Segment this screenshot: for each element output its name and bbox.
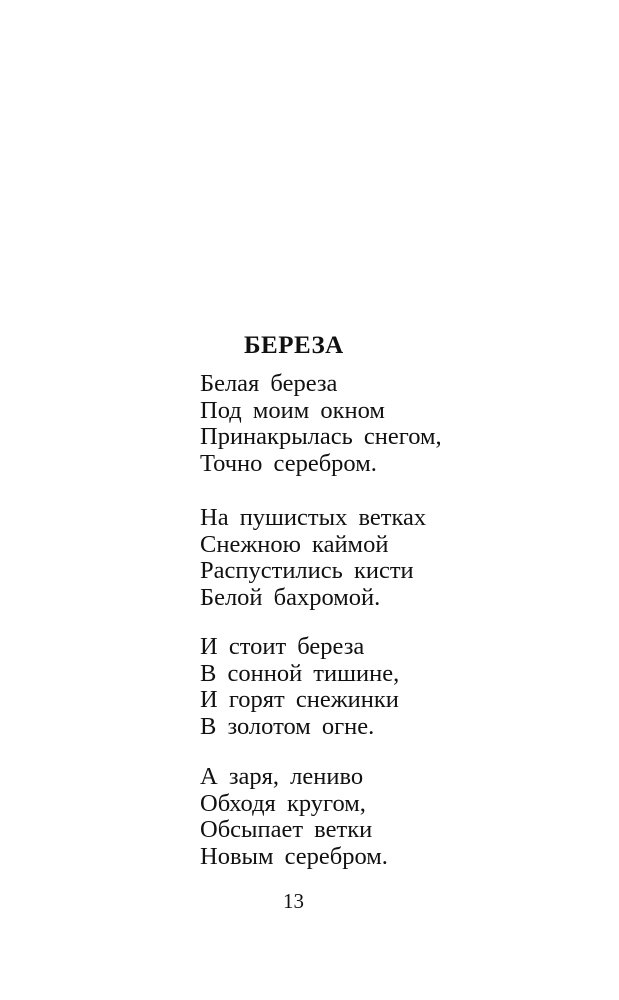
poem-line: Белой бахромой. xyxy=(200,583,381,611)
poem-line: И стоит береза xyxy=(200,633,365,660)
poem-line: Под моим окном xyxy=(200,396,385,424)
poem-line: Белая береза xyxy=(200,370,338,397)
poem-line: А заря, лениво xyxy=(200,763,364,790)
poem-line: Обходя кругом, xyxy=(200,789,366,817)
stanza-1 xyxy=(200,371,442,477)
page-number: 13 xyxy=(283,889,304,913)
stanza-3 xyxy=(200,634,399,740)
stanza-4 xyxy=(200,764,388,870)
poem-line: В золотом огне. xyxy=(200,712,375,740)
poem-line: Точно серебром. xyxy=(200,449,377,477)
poem-line: На пушистых ветках xyxy=(200,504,427,531)
poem-line: Обсыпает ветки xyxy=(200,816,373,843)
poem-line: Распустились кисти xyxy=(200,557,414,584)
stanza-2 xyxy=(200,505,426,611)
poem-line: И горят снежинки xyxy=(200,686,399,713)
poem-line: Новым серебром. xyxy=(200,842,388,870)
poem-title: БЕРЕЗА xyxy=(244,332,344,359)
poem-line: Снежною каймой xyxy=(200,530,389,558)
poem-line: В сонной тишине, xyxy=(200,659,400,687)
poem-line: Принакрылась снегом, xyxy=(200,423,442,450)
